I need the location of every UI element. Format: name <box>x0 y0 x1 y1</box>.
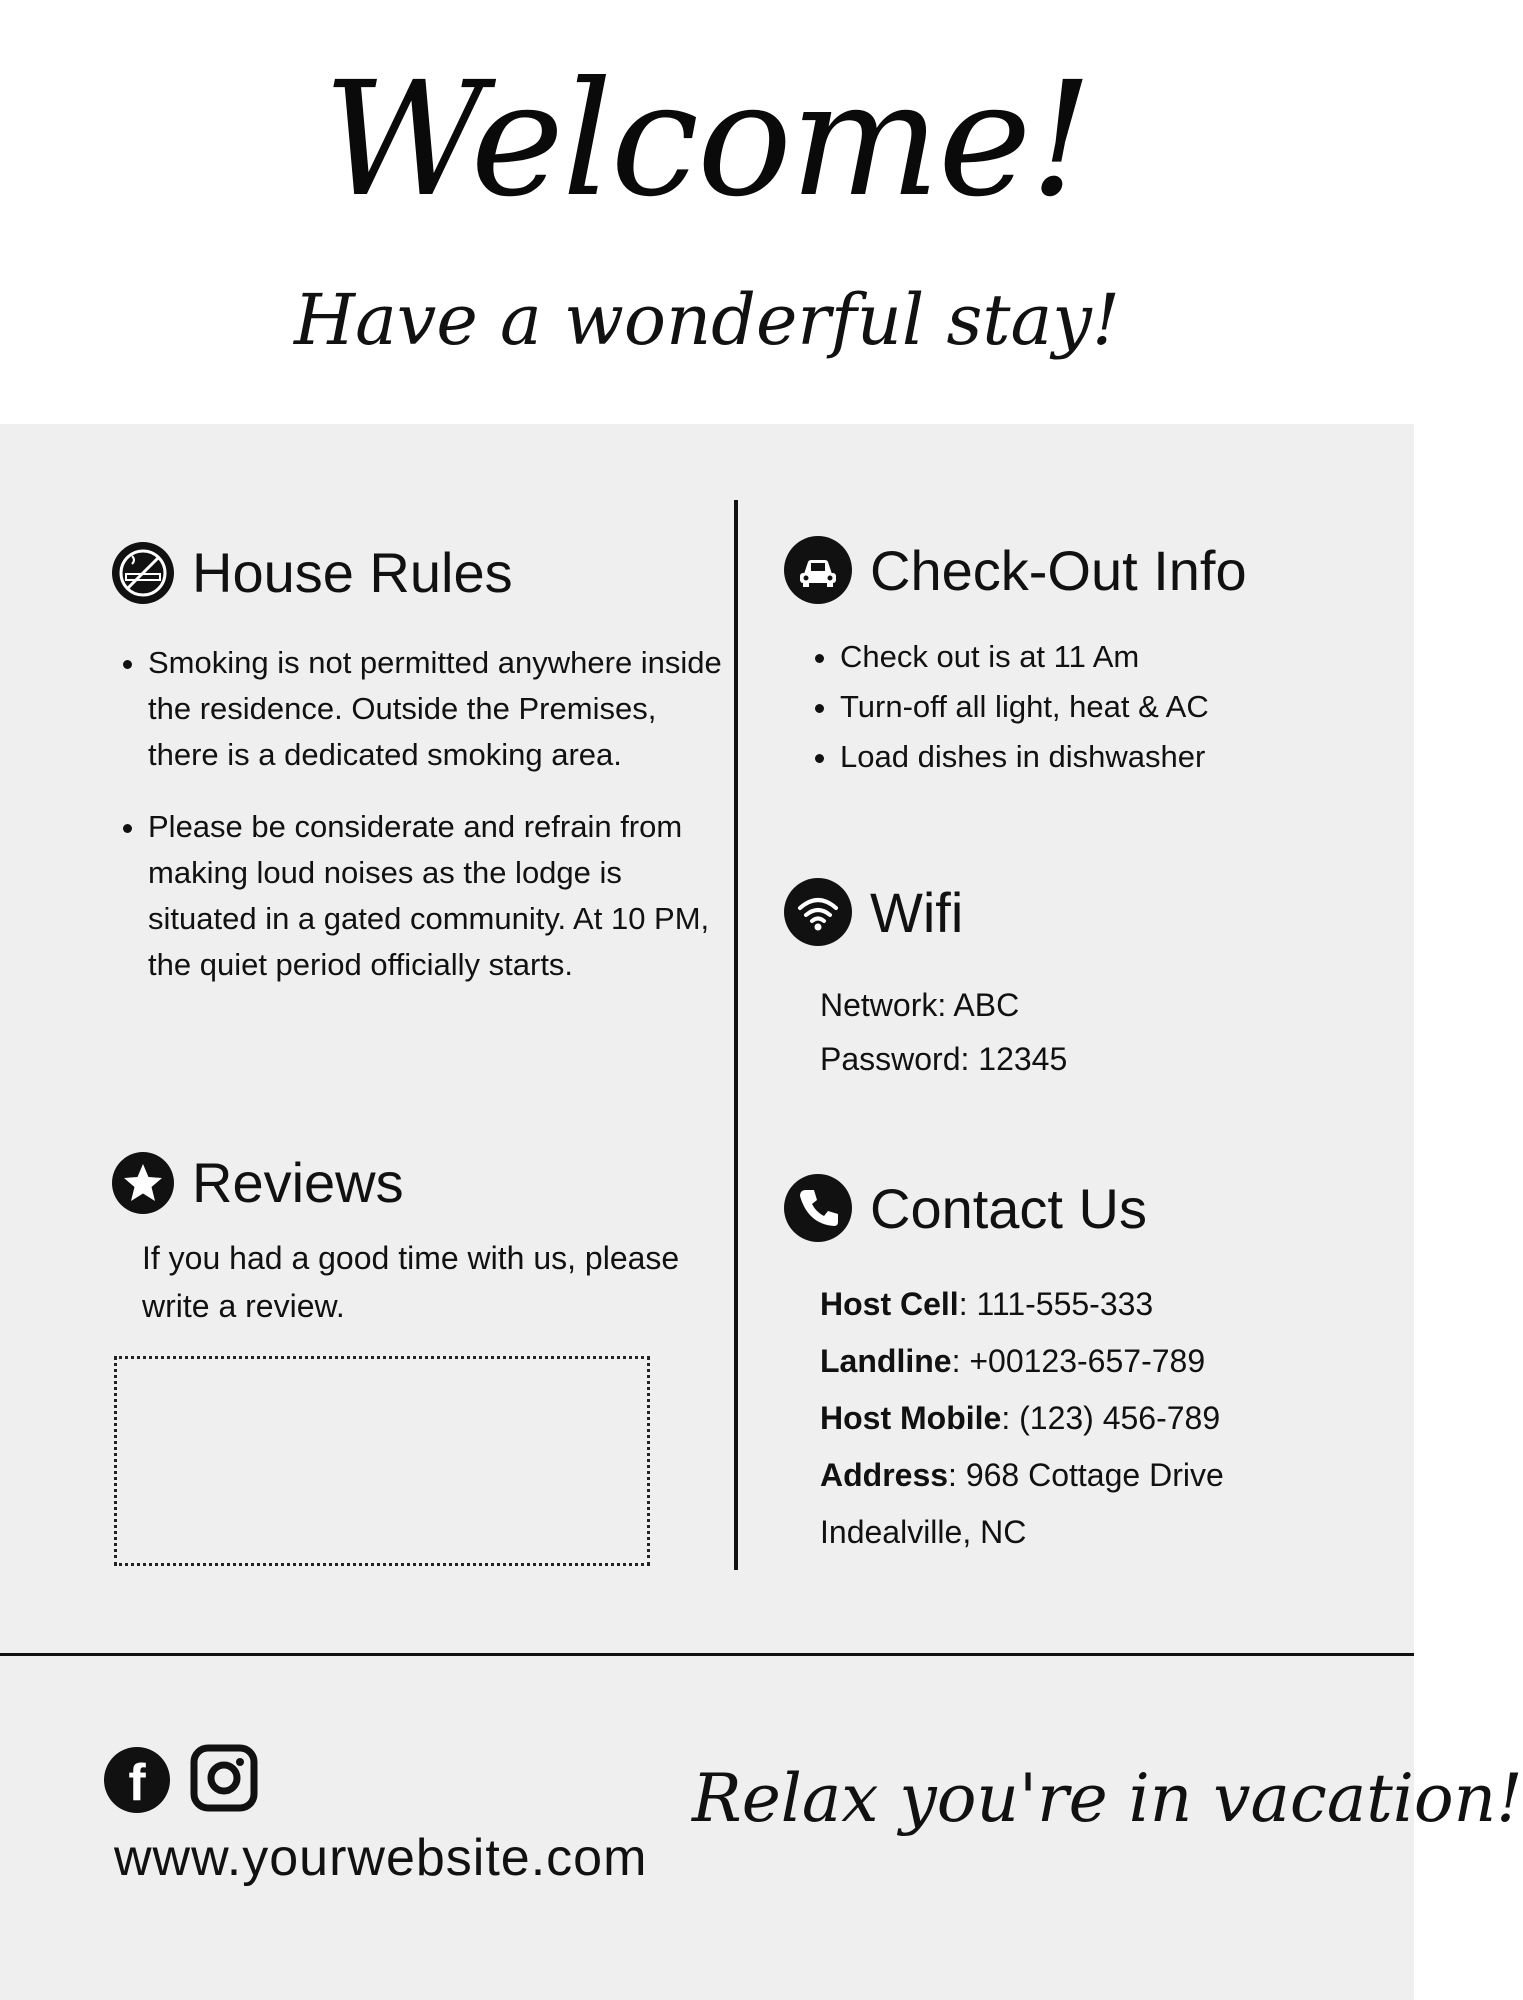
review-prompt: If you had a good time with us, please write a review. <box>142 1240 680 1324</box>
wifi-heading <box>784 878 963 946</box>
instagram-icon[interactable] <box>190 1744 258 1816</box>
list-item: • Please be considerate and refrain from making loud noises as the lodge is situated in a gated community. At 10 PM, the quiet period officially starts. <box>148 804 728 988</box>
wifi-title: Wifi <box>870 880 964 944</box>
contact-heading <box>784 1174 1147 1242</box>
welcome-title: Welcome! <box>323 48 1091 232</box>
list-item: • Load dishes in dishwasher <box>840 732 1360 782</box>
phone-icon <box>784 1174 852 1242</box>
list-item: • Check out is at 11 Am <box>840 632 1360 682</box>
facebook-icon[interactable]: f <box>104 1747 170 1813</box>
house-rules-list <box>112 640 728 1014</box>
review-box[interactable] <box>114 1356 650 1566</box>
reviews-heading <box>112 1150 404 1215</box>
address-line-2: Indealville, NC <box>820 1514 1027 1550</box>
tagline: Have a wonderful stay! <box>294 279 1120 361</box>
house-rules-title: House Rules <box>192 541 513 604</box>
checkout-heading <box>784 536 1247 604</box>
list-item: • Smoking is not permitted anywhere inside the residence. Outside the Premises, there is a dedicated smoking area. <box>148 640 728 778</box>
list-item: • Turn-off all light, heat & AC <box>840 682 1360 732</box>
checkout-list <box>804 632 1360 782</box>
landline: Landline: +00123-657-789 <box>820 1343 1206 1379</box>
footer-slogan: Relax you're in vacation! <box>692 1760 1523 1837</box>
reviews-title: Reviews <box>192 1151 404 1214</box>
header <box>0 0 1414 424</box>
column-divider <box>734 500 738 1570</box>
checkout-title: Check-Out Info <box>870 538 1247 602</box>
contact-details <box>820 1276 1224 1561</box>
star-icon <box>112 1152 174 1214</box>
contact-title: Contact Us <box>870 1176 1147 1240</box>
car-icon <box>784 536 852 604</box>
address: Address: 968 Cottage Drive <box>820 1457 1224 1493</box>
house-rules-heading <box>112 540 513 605</box>
no-smoking-icon <box>112 542 174 604</box>
wifi-details <box>820 978 1067 1086</box>
wifi-password: Password: 12345 <box>820 1041 1068 1077</box>
host-mobile: Host Mobile: (123) 456-789 <box>820 1400 1221 1436</box>
social-icons <box>104 1744 258 1816</box>
wifi-icon <box>784 878 852 946</box>
website-link[interactable]: www.yourwebsite.com <box>114 1829 648 1887</box>
wifi-network: Network: ABC <box>820 987 1020 1023</box>
footer-divider <box>0 1653 1414 1656</box>
host-cell: Host Cell: 111-555-333 <box>820 1286 1154 1322</box>
